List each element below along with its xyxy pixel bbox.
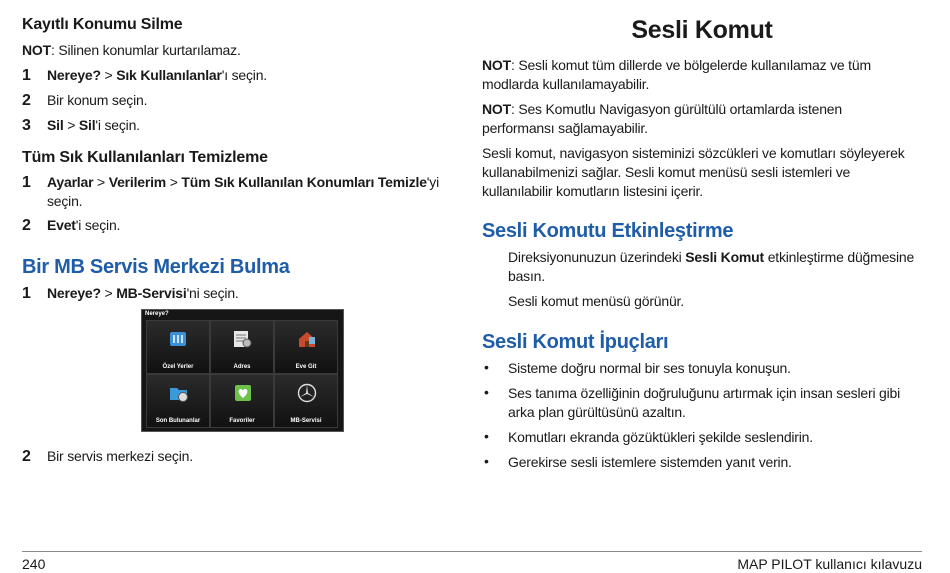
note-voice-2: NOT: Ses Komutlu Navigasyon gürültülü ortamlarda istenen bbox=[482, 101, 842, 117]
nav-where-to-screenshot bbox=[141, 309, 344, 432]
note-text: : Silinen konumlar kurtarılamaz. bbox=[50, 42, 241, 58]
section-title-enable-voice: Sesli Komutu Etkinleştirme bbox=[482, 220, 734, 242]
tile-special-places: Özel Yerler bbox=[146, 320, 210, 374]
step-number: 2 bbox=[22, 448, 31, 465]
note-label: NOT bbox=[22, 42, 51, 58]
step-number: 3 bbox=[22, 117, 31, 134]
tile-favorites: Favoriler bbox=[210, 374, 274, 428]
tile-recent: Son Bulunanlar bbox=[146, 374, 210, 428]
step-text: Nereye? > Sık Kullanılanlar'ı seçin. bbox=[47, 67, 267, 83]
note-delete bbox=[22, 41, 241, 60]
section-title-clear-favorites: Tüm Sık Kullanılanları Temizleme bbox=[22, 149, 268, 166]
step-text: Bir konum seçin. bbox=[47, 92, 148, 108]
step-text: Bir servis merkezi seçin. bbox=[47, 448, 193, 464]
step-text: Nereye? > MB-Servisi'ni seçin. bbox=[47, 285, 239, 301]
tip-line: Sisteme doğru normal bir ses tonuyla konuşun. bbox=[508, 360, 791, 376]
step-number: 2 bbox=[22, 92, 31, 109]
paragraph-line: kullanılabilir komutların listesini içerir. bbox=[482, 183, 703, 199]
pin-icon bbox=[168, 329, 190, 349]
step-text: Ayarlar > Verilerim > Tüm Sık Kullanılan Konumları Temizle'yi bbox=[47, 174, 439, 190]
step-number: 1 bbox=[22, 67, 31, 84]
step-text: Sil > Sil'i seçin. bbox=[47, 117, 140, 133]
note-voice-1-cont: modlarda kullanılamayabilir. bbox=[482, 76, 650, 92]
bullet: • bbox=[484, 453, 489, 469]
folder-clock-icon bbox=[168, 383, 190, 403]
section-title-mb-service: Bir MB Servis Merkezi Bulma bbox=[22, 256, 290, 278]
bullet: • bbox=[484, 384, 489, 400]
page-number: 240 bbox=[22, 556, 46, 572]
note-voice-1: NOT: Sesli komut tüm dillerde ve bölgelerde kullanılamaz ve tüm bbox=[482, 57, 871, 73]
heart-icon bbox=[232, 383, 254, 403]
mercedes-star-icon bbox=[296, 383, 318, 403]
page-title: Sesli Komut bbox=[631, 16, 773, 44]
step-number: 1 bbox=[22, 174, 31, 191]
instruction-line: basın. bbox=[508, 268, 545, 284]
section-title-delete-location: Kayıtlı Konumu Silme bbox=[22, 16, 183, 33]
step-number: 1 bbox=[22, 285, 31, 302]
home-icon bbox=[296, 329, 318, 349]
bullet: • bbox=[484, 359, 489, 375]
note-voice-2-cont: performansı sağlamayabilir. bbox=[482, 120, 648, 136]
address-icon bbox=[232, 329, 254, 349]
step-text: Evet'i seçin. bbox=[47, 217, 121, 233]
step-text-continued: seçin. bbox=[47, 193, 83, 209]
tip-line: Ses tanıma özelliğinin doğruluğunu artırmak için insan sesleri gibi bbox=[508, 385, 901, 401]
tip-line: arka plan gürültüsünü azaltın. bbox=[508, 404, 686, 420]
tip-line: Komutları ekranda gözüktükleri şekilde seslendirin. bbox=[508, 429, 813, 445]
paragraph-line: Sesli komut, navigasyon sisteminizi sözcükleri ve komutları söyleyerek bbox=[482, 145, 905, 161]
manual-title: MAP PILOT kullanıcı kılavuzu bbox=[737, 556, 922, 572]
footer-divider bbox=[22, 551, 922, 552]
section-title-voice-tips: Sesli Komut İpuçları bbox=[482, 331, 669, 353]
tip-line: Gerekirse sesli istemlere sistemden yanıt verin. bbox=[508, 454, 792, 470]
step-number: 2 bbox=[22, 217, 31, 234]
paragraph-line: kullanabilmenizi sağlar. Sesli komut menüsü sesli istemleri ve bbox=[482, 164, 851, 180]
bullet: • bbox=[484, 428, 489, 444]
tile-address: Adres bbox=[210, 320, 274, 374]
screen-title: Nereye? bbox=[145, 311, 169, 317]
instruction-line: Direksiyonunuzun üzerindeki Sesli Komut etkinleştirme düğmesine bbox=[508, 249, 915, 265]
tile-home: Eve Git bbox=[274, 320, 338, 374]
tile-mb-service: MB-Servisi bbox=[274, 374, 338, 428]
instruction-result: Sesli komut menüsü görünür. bbox=[508, 293, 684, 309]
